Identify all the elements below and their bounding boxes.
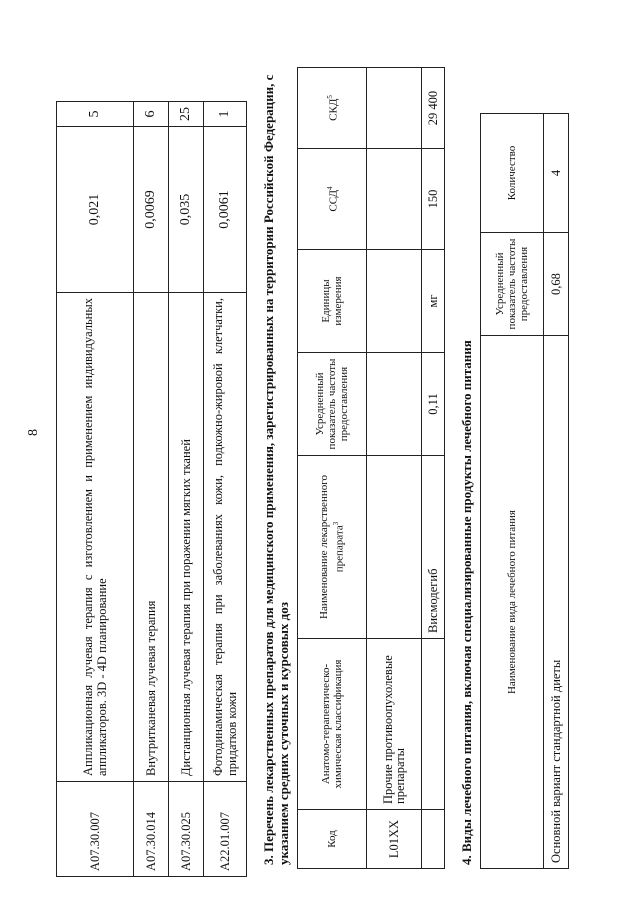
drug-skd: 29 400 [422,68,445,149]
service-name: Аппликационная лучевая терапия с изготовлением и применением индивидуальных аппликаторов. 3D - 4D планирование [57,293,134,782]
col-header-code: Код [298,810,367,869]
table-row [57,102,134,877]
service-code: A07.30.007 [57,782,134,877]
count-value: 5 [57,102,134,127]
col-header-ssd: ССД$^4$ [298,149,367,250]
nutrition-table [480,113,569,869]
col-header-frequency: Усредненный показатель частоты предоставления [481,233,544,336]
drug-frequency: 0,11 [422,353,445,456]
nutrition-count: 4 [544,114,569,233]
section-3-title: 3. Перечень лекарственных препаратов для медицинского применения, зарегистрированных на территории Российской Федерации, с указанием средних суточных и курсовых доз [261,74,291,865]
col-header-nutrition-name: Наименование вида лечебного питания [481,336,544,869]
service-code: A07.30.014 [134,782,169,877]
table-header-row [481,114,544,869]
service-code: A07.30.025 [169,782,204,877]
atc-code: L01XX [367,810,422,869]
drugs-table [297,67,445,869]
col-header-atc: Анатомо-терапевтическо-химическая классификация [298,639,367,810]
nutrition-name: Основной вариант стандартной диеты [544,336,569,869]
service-name: Дистанционная лучевая терапия при поражении мягких тканей [169,293,204,782]
table-row [169,102,204,877]
table-row [544,114,569,869]
count-value: 25 [169,102,204,127]
nutrition-frequency: 0,68 [544,233,569,336]
table-row [367,68,422,869]
drug-unit: мг [422,250,445,353]
col-header-drug: Наименование лекарственного препарата$^3$ [298,456,367,639]
col-header-unit: Единицы измерения [298,250,367,353]
count-value: 1 [204,102,247,127]
col-header-skd: СКД$^5$ [298,68,367,149]
service-code: A22.01.007 [204,782,247,877]
drug-name: Висмодегиб [422,456,445,639]
service-name: Фотодинамическая терапия при заболеваниях кожи, подкожно-жировой клетчатки, придатков кожи [204,293,247,782]
service-name: Внутритканевая лучевая терапия [134,293,169,782]
drug-ssd: 150 [422,149,445,250]
col-header-count: Количество [481,114,544,233]
frequency-value: 0,035 [169,127,204,293]
col-header-frequency: Усредненный показатель частоты предоставления [298,353,367,456]
frequency-value: 0,0069 [134,127,169,293]
frequency-value: 0,0061 [204,127,247,293]
rotated-content [48,42,628,877]
table-row [204,102,247,877]
table-row [134,102,169,877]
procedures-table [56,101,247,877]
count-value: 6 [134,102,169,127]
section-4-title: 4. Виды лечебного питания, включая специализированные продукты лечебного питания [459,340,474,865]
atc-group-name: Прочие противоопухолевые препараты [367,639,422,810]
page-number: 8 [26,429,41,436]
frequency-value: 0,021 [57,127,134,293]
table-header-row [298,68,367,869]
table-row [422,68,445,869]
